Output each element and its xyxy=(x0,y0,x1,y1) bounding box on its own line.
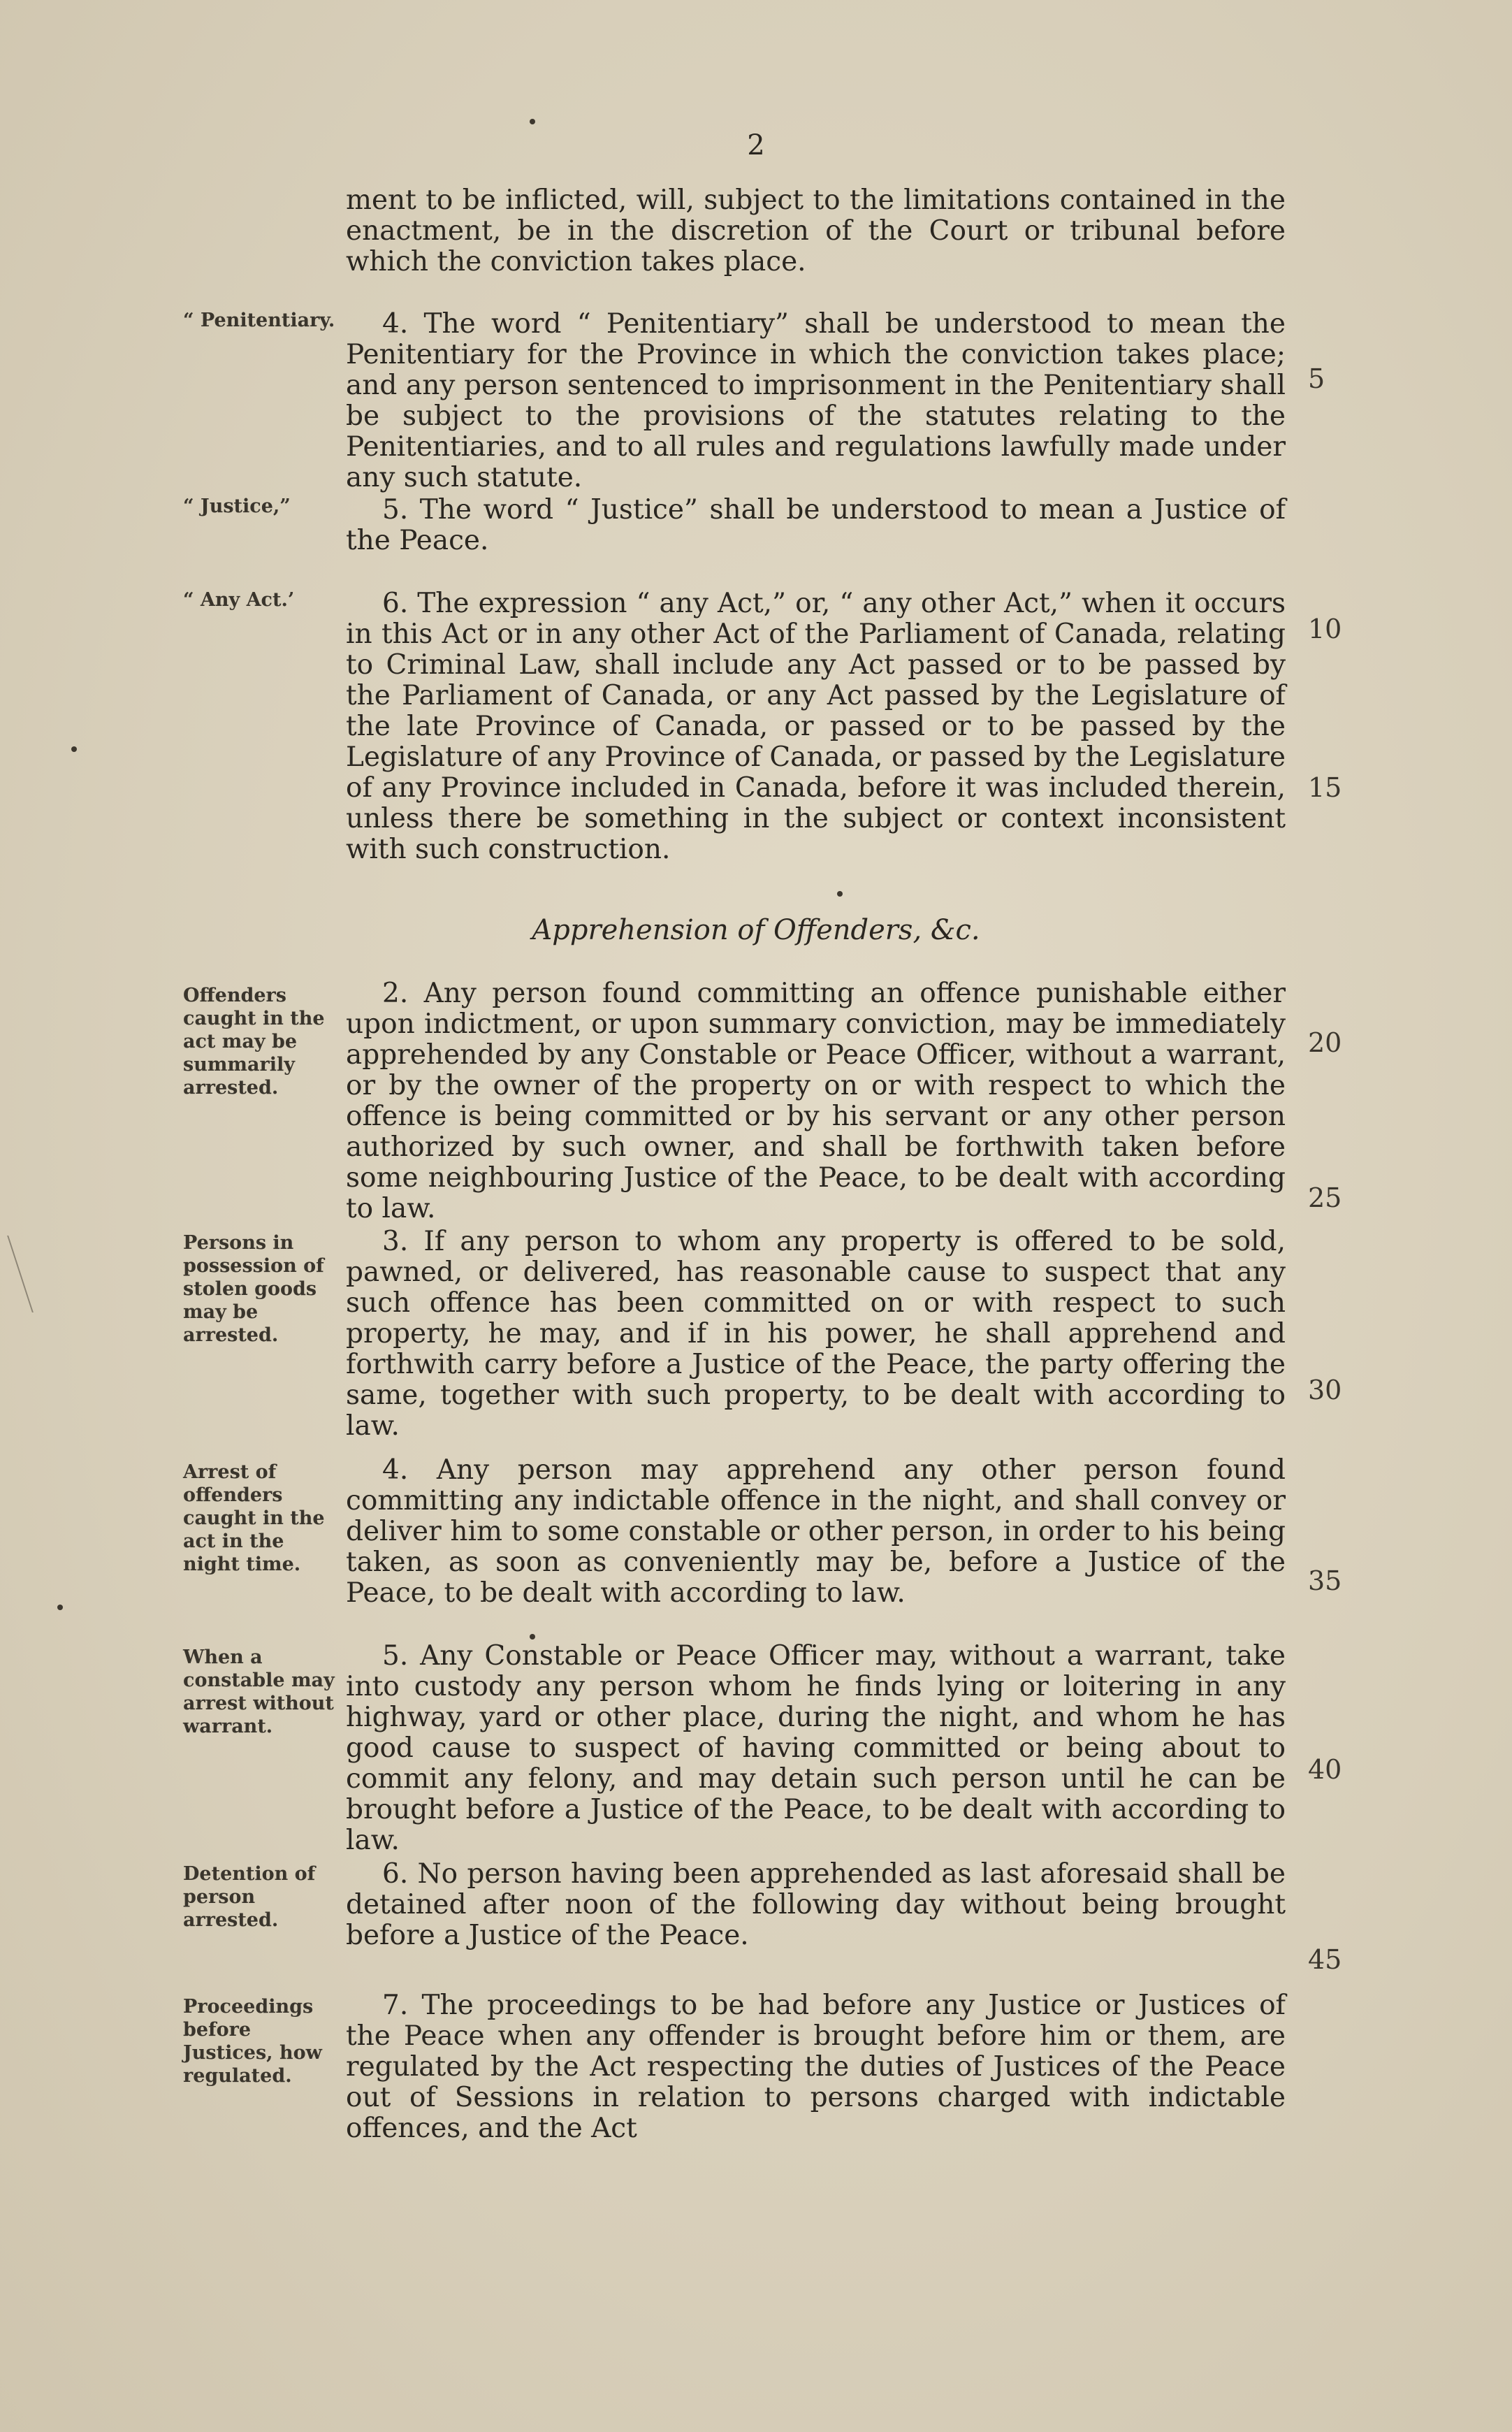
section-heading: Apprehension of Offenders, &c. xyxy=(532,914,980,946)
line-number-25: 25 xyxy=(1308,1182,1342,1213)
line-number-20: 20 xyxy=(1308,1027,1342,1058)
section-3-stolen-goods: 3. If any person to whom any property is offered to be sold, pawned, or delivered, has reasonable cause to suspect that any such offence has been committed on or with respect to such property, he may, and if in his power, he shall apprehend and forthwith carry before a Justice of the Peace, the party offering the same, together with such property, to be dealt with according to law. xyxy=(346,1226,1286,1442)
line-number-35: 35 xyxy=(1308,1565,1342,1596)
margin-note-offenders-caught: Offenders caught in the act may be summarily arrested. xyxy=(183,985,325,1099)
line-number-15: 15 xyxy=(1308,772,1342,803)
paper-scuff-mark xyxy=(7,1236,64,1312)
section-5-constable-arrest: 5. Any Constable or Peace Officer may, without a warrant, take into custody any person whom he finds lying or loitering in any highway, yard or other place, during the night, and whom he has good cause to suspect of having committed or being about to commit any felony, and may detain such person until he can be brought before a Justice of the Peace, to be dealt with according to law. xyxy=(346,1640,1286,1856)
page-number: 2 xyxy=(747,129,765,161)
line-number-5: 5 xyxy=(1308,363,1325,394)
margin-note-justice: “ Justice,” xyxy=(183,495,291,517)
margin-note-any-act: “ Any Act.’ xyxy=(183,589,295,611)
section-2-apprehension: 2. Any person found committing an offence punishable either upon indictment, or upon summary conviction, may be immediately apprehended by any Constable or Peace Officer, without a warrant, or by the owner of the property on or with respect to which the offence is being committed or by his servant or any other person authorized by such owner, and shall be forthwith taken before some neighbouring Justice of the Peace, to be dealt with according to law. xyxy=(346,978,1286,1224)
section-4-penitentiary: 4. The word “ Penitentiary” shall be understood to mean the Penitentiary for the Province in which the conviction takes place; and any person sentenced to imprisonment in the Penitentiary shall be subject to the provisions of the statutes relating to the Penitentiaries, and to all rules and regulations lawfully made under any such statute. xyxy=(346,308,1286,493)
margin-note-penitentiary: “ Penitentiary. xyxy=(183,310,335,331)
margin-note-stolen-goods: Persons in possession of stolen goods may be arrested. xyxy=(183,1232,324,1346)
section-4-night-arrest: 4. Any person may apprehend any other person found committing any indictable offence in the night, and shall convey or deliver him to some constable or other person, in order to his being taken, as soon as conveniently may be, before a Justice of the Peace, to be dealt with according to law. xyxy=(346,1454,1286,1609)
section-6-any-act: 6. The expression “ any Act,” or, “ any other Act,” when it occurs in this Act or in any other Act of the Parliament of Canada, relating to Criminal Law, shall include any Act passed or to be passed by the Parliament of Canada, or any Act passed by the Legislature of the late Province of Canada, or passed or to be passed by the Legislature of any Province of Canada, or passed by the Legislature of any Province included in Canada, before it was included therein, unless there be something in the subject or context inconsistent with such construction. xyxy=(346,588,1286,865)
line-number-40: 40 xyxy=(1308,1754,1342,1785)
section-5-justice: 5. The word “ Justice” shall be understood to mean a Justice of the Peace. xyxy=(346,494,1286,556)
section-6-detention: 6. No person having been apprehended as last aforesaid shall be detained after noon of the following day without being brought before a Justice of the Peace. xyxy=(346,1858,1286,1951)
ink-speck xyxy=(837,891,843,897)
ink-speck xyxy=(71,746,77,752)
section-7-proceedings: 7. The proceedings to be had before any Justice or Justices of the Peace when any offender is brought before him or them, are regulated by the Act respecting the duties of Justices of the Peace out of Sessions in relation to persons charged with indictable offences, and the Act xyxy=(346,1990,1286,2144)
line-number-45: 45 xyxy=(1308,1944,1342,1975)
line-number-30: 30 xyxy=(1308,1375,1342,1405)
margin-note-detention: Detention of person arrested. xyxy=(183,1863,316,1931)
margin-note-proceedings: Proceedings before Justices, how regulated. xyxy=(183,1996,322,2087)
opening-paragraph: ment to be inflicted, will, subject to the limitations contained in the enactment, be in the discretion of the Court or tribunal before which the conviction takes place. xyxy=(346,184,1286,277)
margin-note-night-arrest: Arrest of offenders caught in the act in the night time. xyxy=(183,1461,325,1575)
ink-speck xyxy=(57,1605,63,1610)
margin-note-constable-arrest: When a constable may arrest without warrant. xyxy=(183,1646,335,1737)
line-number-10: 10 xyxy=(1308,614,1342,644)
ink-speck xyxy=(530,1634,535,1640)
ink-speck xyxy=(530,119,535,124)
